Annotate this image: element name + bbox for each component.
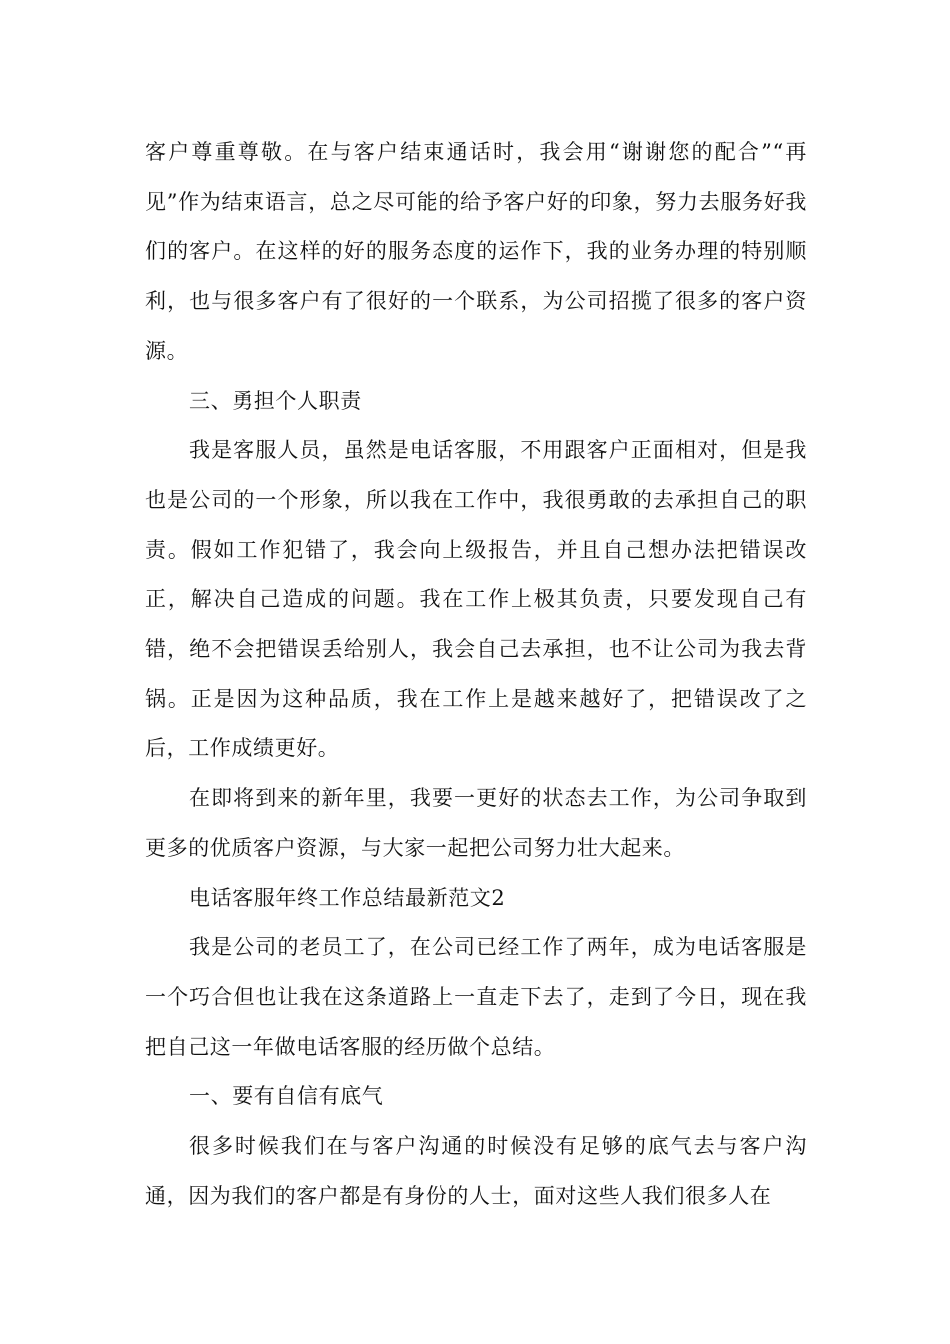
section-heading-1: 一、要有自信有底气 [189,1084,384,1109]
paragraph-new-year: 在即将到来的新年里，我要一更好的状态去工作，为公司争取到更多的优质客户资源，与大家一起把公司努力壮大起来。 [145,786,807,860]
section-heading-3: 三、勇担个人职责 [189,388,362,413]
paragraph-responsibility: 我是客服人员，虽然是电话客服，不用跟客户正面相对，但是我也是公司的一个形象，所以我在工作中，我很勇敢的去承担自己的职责。假如工作犯错了，我会向上级报告，并且自己想办法把错误改正，解决自己造成的问题。我在工作上极其负责，只要发现自己有错，绝不会把错误丢给别人，我会自己去承担，也不让公司为我去背锅。正是因为这种品质，我在工作上是越来越好了，把错误改了之后，工作成绩更好。 [145,438,807,761]
article-title-2: 电话客服年终工作总结最新范文2 [189,885,506,910]
paragraph-confidence: 很多时候我们在与客户沟通的时候没有足够的底气去与客户沟通，因为我们的客户都是有身份的人士，面对这些人我们很多人在 [145,1134,807,1208]
document-page [145,128,807,1221]
paragraph-intro: 我是公司的老员工了，在公司已经工作了两年，成为电话客服是一个巧合但也让我在这条道路上一直走下去了，走到了今日，现在我把自己这一年做电话客服的经历做个总结。 [145,935,807,1059]
paragraph-continuation: 客户尊重尊敬。在与客户结束通话时，我会用“谢谢您的配合”“再见”作为结束语言，总之尽可能的给予客户好的印象，努力去服务好我们的客户。在这样的好的服务态度的运作下，我的业务办理的特别顺利，也与很多客户有了很好的一个联系，为公司招揽了很多的客户资源。 [145,140,807,363]
